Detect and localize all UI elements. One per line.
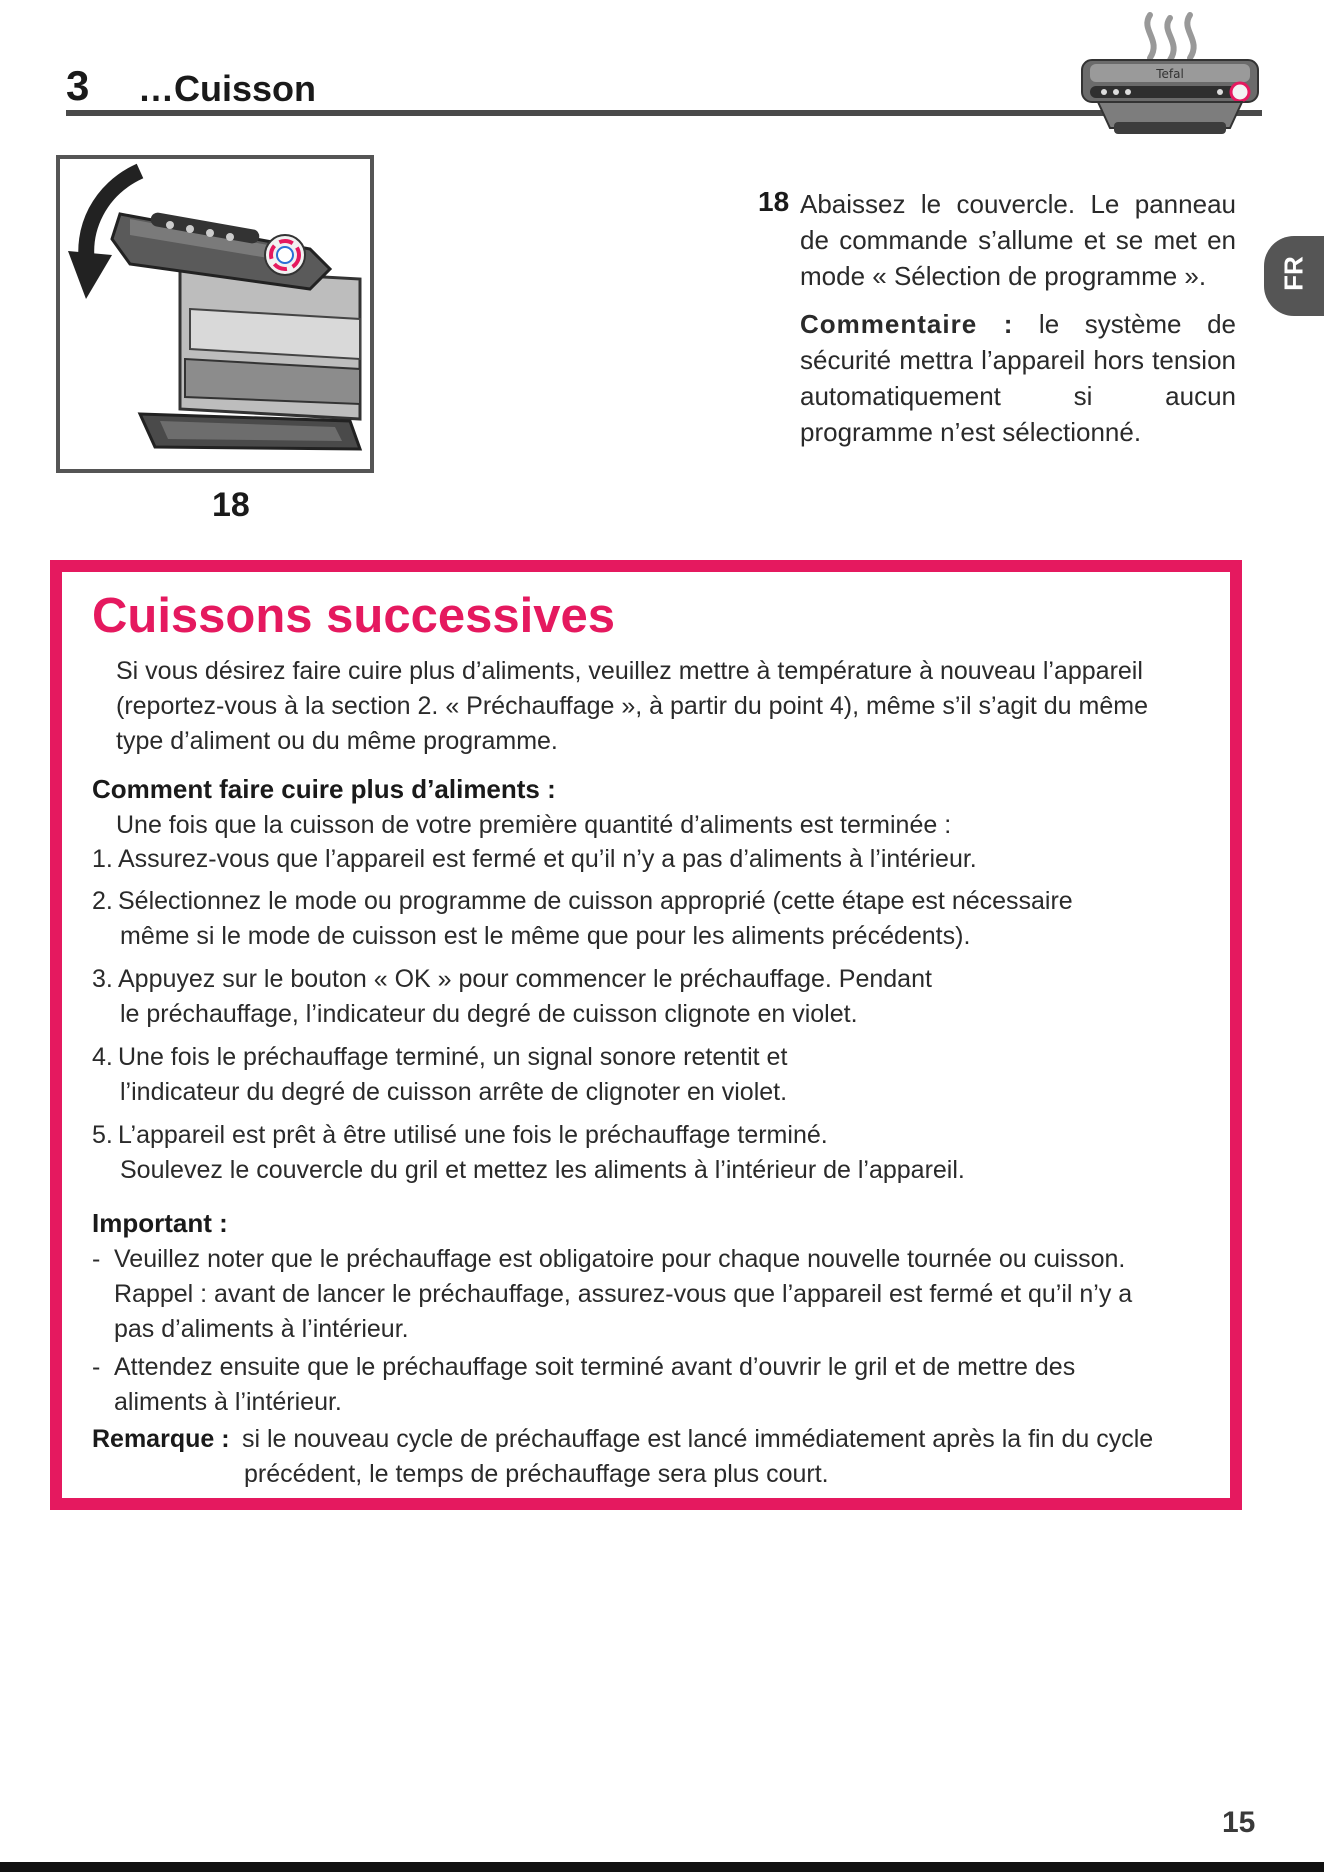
list-item [92, 962, 1172, 1032]
language-tab-label: FR [1278, 256, 1309, 291]
list-item [92, 1118, 1172, 1188]
important-heading: Important : [92, 1208, 228, 1238]
list-item [92, 884, 1172, 954]
chapter-title: …Cuisson [138, 68, 317, 109]
figure-18-frame [56, 155, 374, 473]
step-18-comment [800, 306, 1236, 450]
step-number: 18 [758, 186, 790, 217]
bullet-text: Attendez ensuite que le préchauffage soit terminé avant d’ouvrir le gril et de mettre des [114, 1353, 1076, 1381]
bullet-continuation: Rappel : avant de lancer le préchauffage, assurez-vous que l’appareil est fermé et qu’il n’y a [114, 1280, 1133, 1308]
remark [92, 1422, 1212, 1492]
bullet-item [92, 1350, 1204, 1420]
intro-paragraph [116, 654, 1206, 759]
page-number: 15 [1222, 1806, 1256, 1839]
list-item-text: Sélectionnez le mode ou programme de cuisson approprié (cette étape est nécessaire [118, 887, 1073, 915]
list-item-number: 4. [92, 1043, 113, 1071]
list-item [92, 842, 1172, 877]
chapter-number: 3 [66, 62, 90, 109]
remark-text: si le nouveau cycle de préchauffage est lancé immédiatement après la fin du cycle [242, 1425, 1154, 1453]
step-18-text: Abaissez le couvercle. Le panneau de commande s’allume et se met en mode « Sélection de programme ». [800, 189, 1236, 291]
remark-continuation: précédent, le temps de préchauffage sera plus court. [244, 1460, 829, 1488]
grill-closing-illustration [60, 159, 370, 469]
list-item [92, 1040, 1172, 1110]
list-item-text: Une fois le préchauffage terminé, un signal sonore retentit et [118, 1043, 788, 1071]
list-item-number: 3. [92, 965, 113, 993]
list-item-continuation: le préchauffage, l’indicateur du degré de cuisson clignote en violet. [120, 1000, 858, 1028]
bullet-dash: - [92, 1245, 101, 1273]
steam-icon [1147, 15, 1153, 58]
device-brand: Tefal [1156, 67, 1184, 81]
bullet-continuation: pas d’aliments à l’intérieur. [114, 1315, 409, 1343]
intro-line: type d’aliment ou du même programme. [116, 727, 558, 755]
remark-label: Remarque : [92, 1425, 230, 1453]
bottom-edge-bar [0, 1862, 1324, 1872]
list-item-text: L’appareil est prêt à être utilisé une fois le préchauffage terminé. [118, 1121, 828, 1149]
intro-line: Si vous désirez faire cuire plus d’aliments, veuillez mettre à température à nouveau l’appareil [116, 657, 1143, 685]
bullet-continuation: aliments à l’intérieur. [114, 1388, 342, 1416]
list-item-number: 1. [92, 845, 113, 873]
list-item-number: 5. [92, 1121, 113, 1149]
howto-heading: Comment faire cuire plus d’aliments : [92, 774, 556, 804]
bullet-item [92, 1242, 1204, 1347]
bullet-text: Veuillez noter que le préchauffage est obligatoire pour chaque nouvelle tournée ou cuisson. [114, 1245, 1126, 1273]
list-item-continuation: l’indicateur du degré de cuisson arrête de clignoter en violet. [120, 1078, 788, 1106]
howto-lead: Une fois que la cuisson de votre première quantité d’aliments est terminée : [116, 811, 952, 839]
bullet-dash: - [92, 1353, 101, 1381]
language-tab [1264, 236, 1324, 316]
list-item-continuation: Soulevez le couvercle du gril et mettez les aliments à l’intérieur de l’appareil. [120, 1156, 965, 1184]
list-item-number: 2. [92, 887, 113, 915]
figure-label: 18 [212, 486, 250, 524]
grill-device-icon [1070, 10, 1270, 140]
list-item-continuation: même si le mode de cuisson est le même que pour les aliments précédents). [120, 922, 971, 950]
list-item-text: Appuyez sur le bouton « OK » pour commencer le préchauffage. Pendant [118, 965, 932, 993]
box-title: Cuissons successives [92, 589, 615, 643]
intro-line: (reportez-vous à la section 2. « Préchauffage », à partir du point 4), même s’il s’agit du même [116, 692, 1148, 720]
comment-label: Commentaire : [800, 309, 1014, 339]
list-item-text: Assurez-vous que l’appareil est fermé et qu’il n’y a pas d’aliments à l’intérieur. [118, 845, 977, 873]
comment-text: le système de sécurité mettra l’appareil hors tension automatiquement si aucun programme n’est sélectionné. [800, 309, 1236, 447]
